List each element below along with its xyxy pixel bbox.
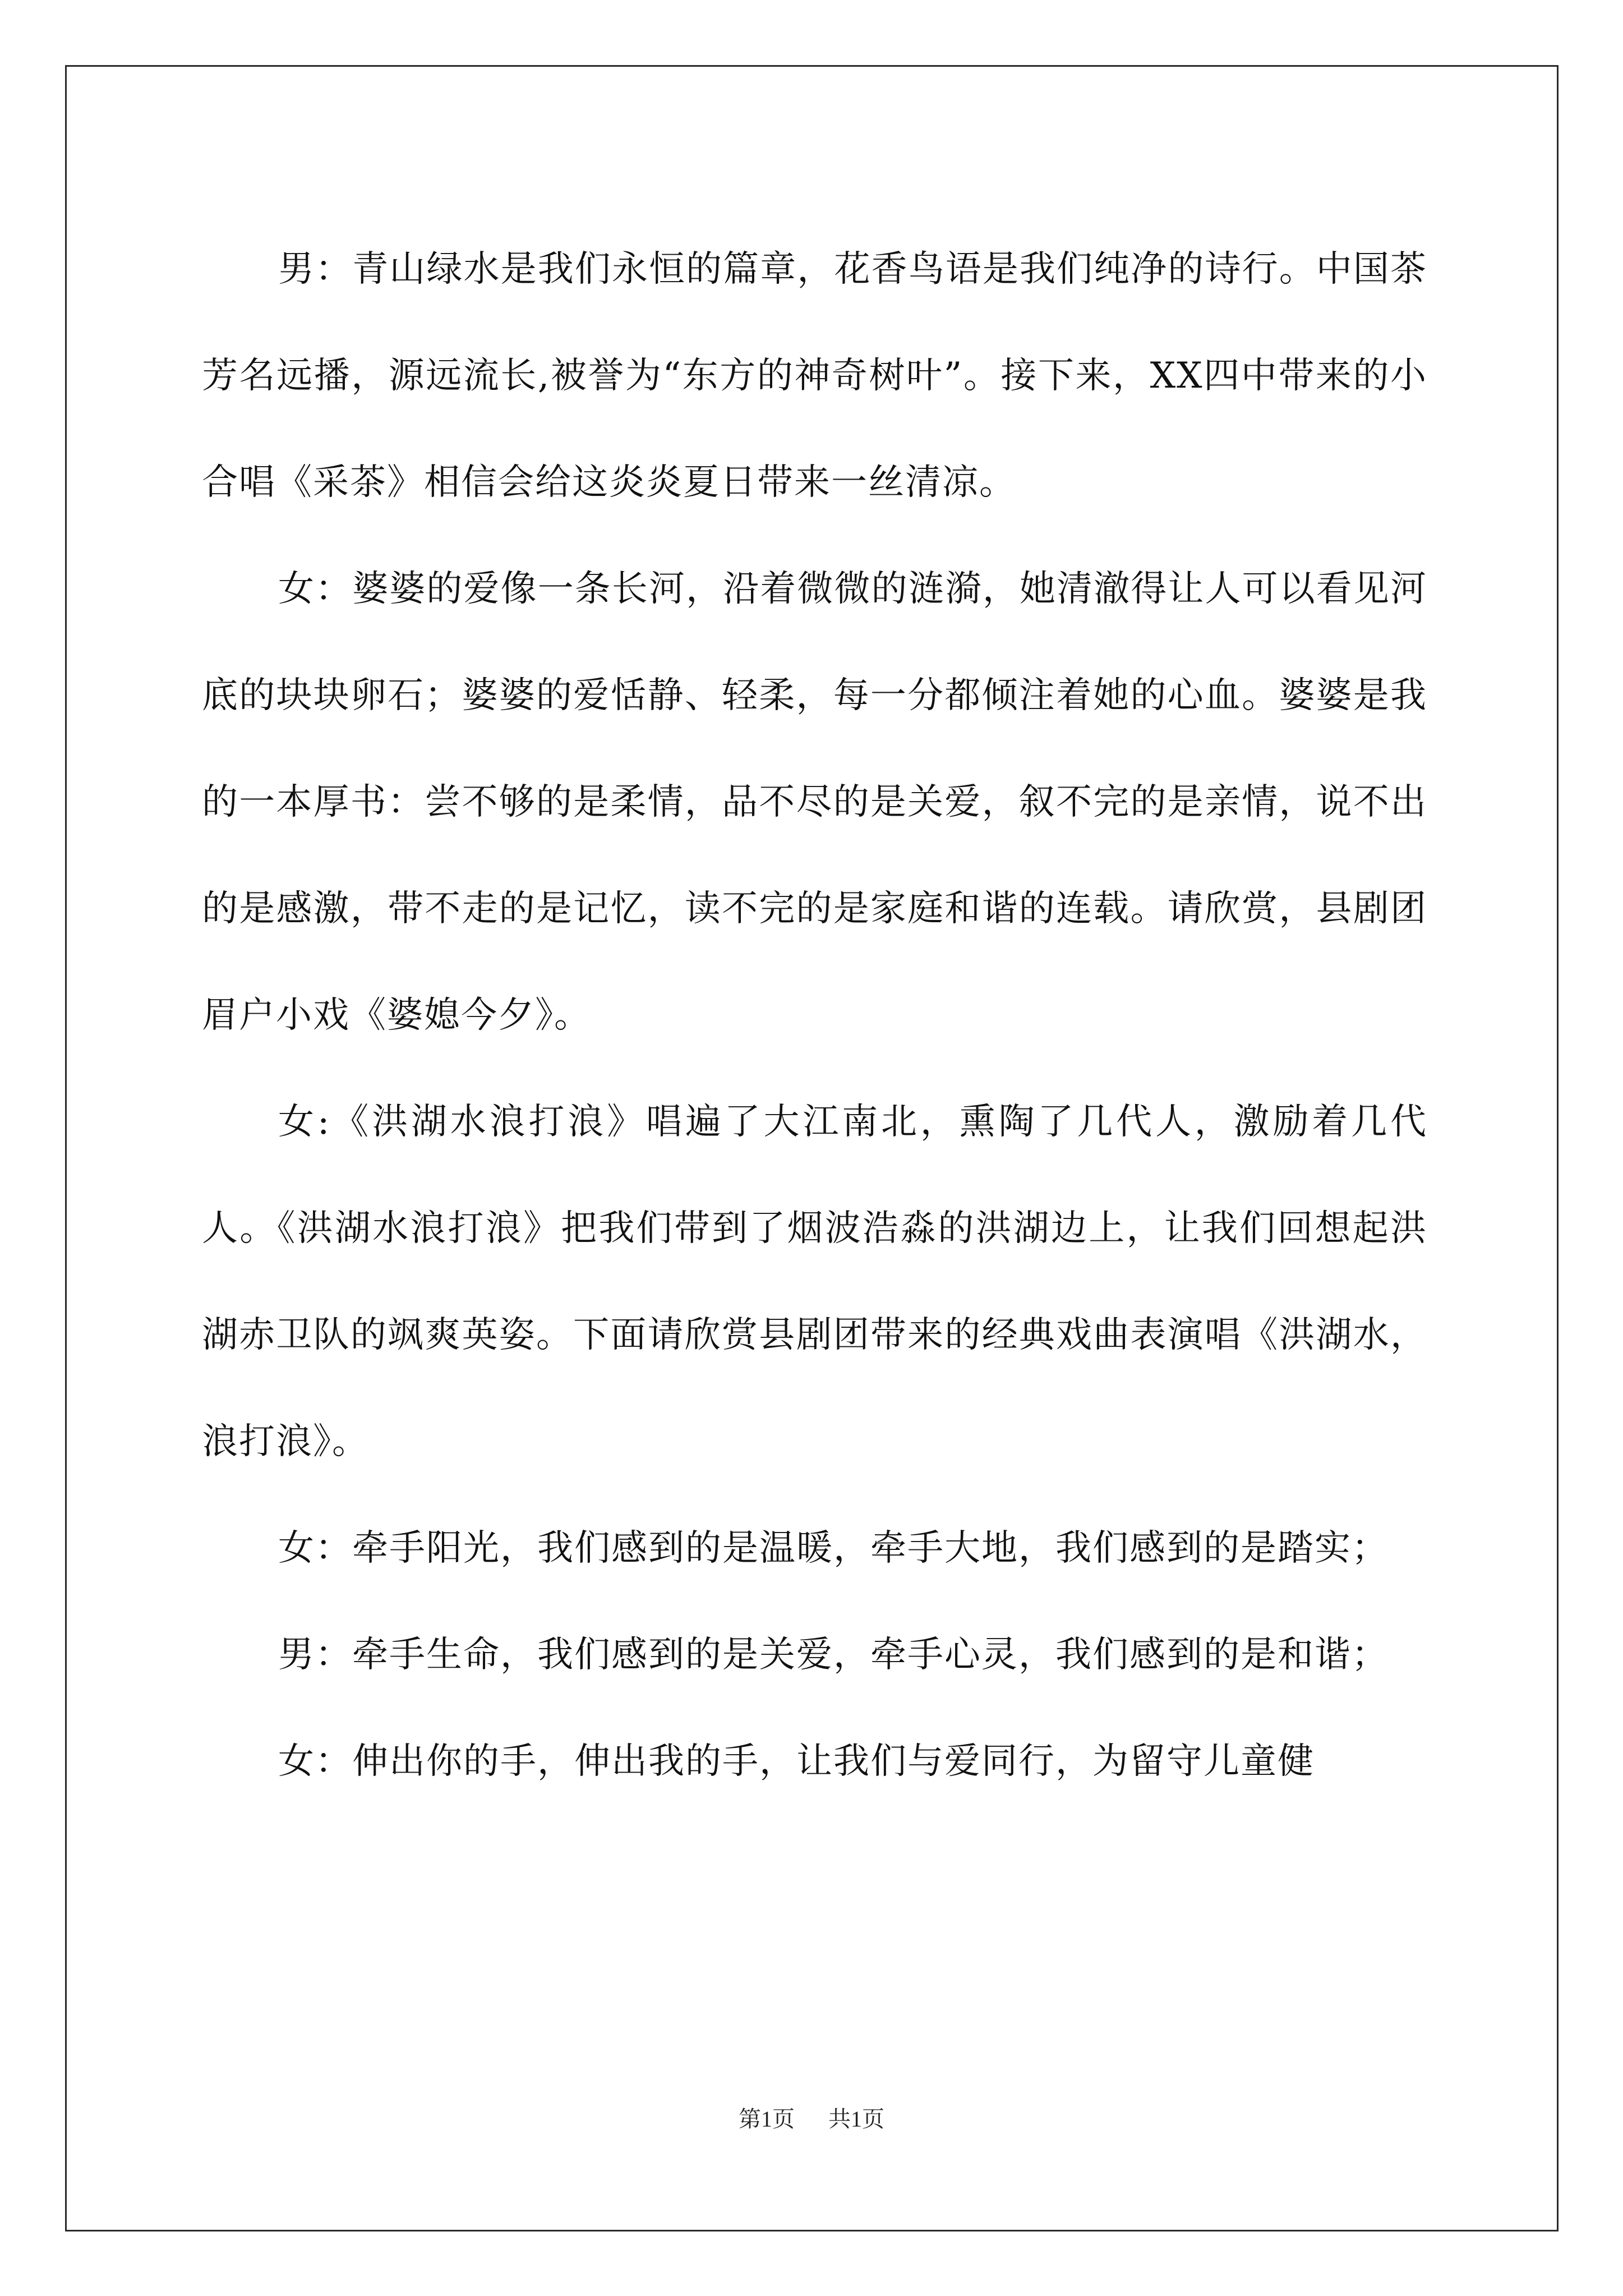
paragraph: 女：婆婆的爱像一条长河，沿着微微的涟漪，她清澈得让人可以看见河底的块块卵石；婆婆的爱恬静、轻柔，每一分都倾注着她的心血。婆婆是我的一本厚书：尝不够的是柔情，品不尽的是关爱，叙不完的是亲情，说不出的是感激，带不走的是记忆，读不完的是家庭和谐的连载。请欣赏，县剧团眉户小戏《婆媳今夕》。 — [202, 568, 1427, 1036]
document-body — [202, 216, 1427, 1815]
paragraph: 男：青山绿水是我们永恒的篇章，花香鸟语是我们纯净的诗行。中国茶芳名远播，源远流长,被誉为“东方的神奇树叶”。接下来，XX四中带来的小合唱《采茶》相信会给这炎炎夏日带来一丝清凉。 — [202, 249, 1427, 503]
page-number: 第1页 — [739, 2106, 795, 2132]
paragraph: 女:《洪湖水浪打浪》唱遍了大江南北，熏陶了几代人，激励着几代人。《洪湖水浪打浪》把我们带到了烟波浩淼的洪湖边上，让我们回想起洪湖赤卫队的飒爽英姿。下面请欣赏县剧团带来的经典戏曲表演唱《洪湖水，浪打浪》。 — [202, 1101, 1427, 1462]
page-total: 共1页 — [828, 2106, 884, 2132]
paragraph: 女：牵手阳光，我们感到的是温暖，牵手大地，我们感到的是踏实； — [278, 1527, 1389, 1569]
paragraph: 女：伸出你的手，伸出我的手，让我们与爱同行，为留守儿童健 — [278, 1741, 1315, 1782]
paragraph: 男：牵手生命，我们感到的是关爱，牵手心灵，我们感到的是和谐； — [278, 1634, 1389, 1676]
page-footer — [0, 2102, 1623, 2136]
